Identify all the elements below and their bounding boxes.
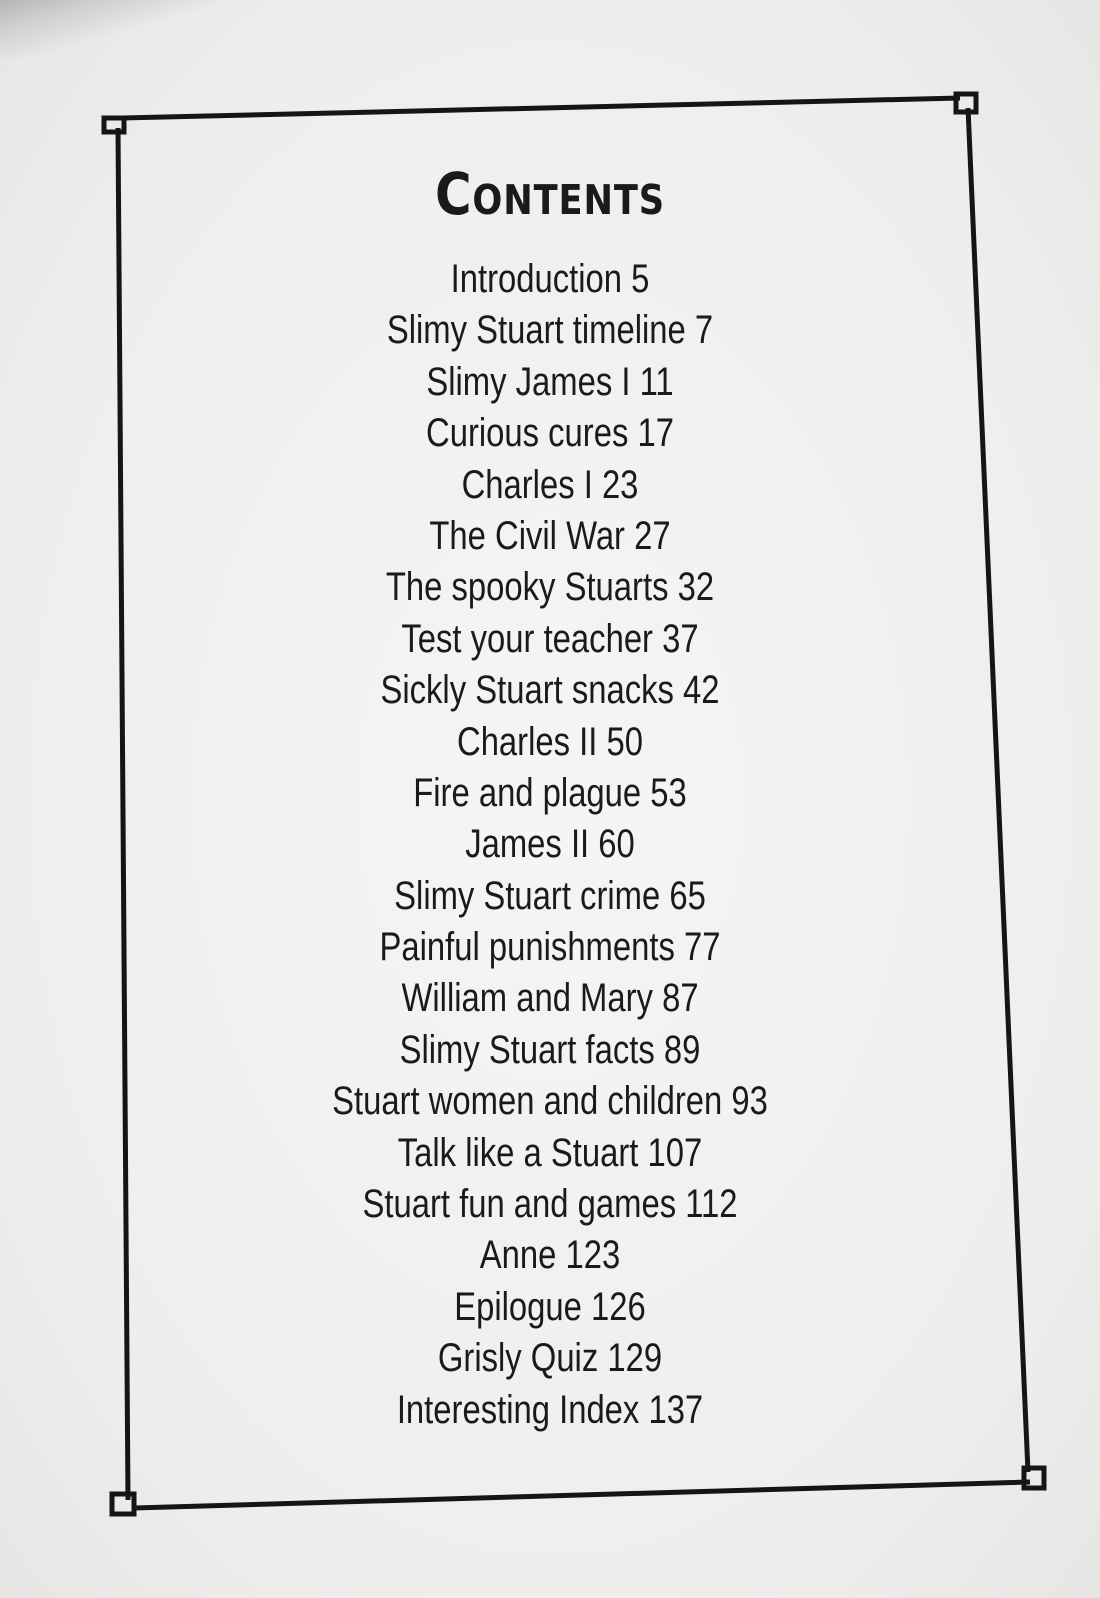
entry-page-number: 137: [648, 1387, 704, 1432]
contents-entry: [222, 562, 878, 613]
entry-page-number: 87: [662, 976, 699, 1021]
entry-page-number: 126: [591, 1284, 646, 1329]
contents-entry: [222, 922, 878, 973]
contents-entry: [222, 511, 878, 562]
entry-page-number: 11: [639, 359, 674, 404]
entry-title: The spooky Stuarts: [385, 565, 669, 610]
entry-title: Stuart women and children: [332, 1079, 723, 1124]
entry-title: Talk like a Stuart: [397, 1130, 639, 1175]
entry-page-number: 53: [650, 770, 687, 815]
entry-page-number: 23: [601, 462, 639, 507]
contents-entry: [222, 1385, 878, 1436]
contents-entry: [222, 460, 878, 511]
entry-title: Slimy Stuart timeline: [386, 308, 686, 353]
entry-page-number: 32: [677, 565, 715, 610]
contents-entry: [222, 305, 878, 356]
entry-page-number: 77: [684, 925, 721, 970]
entry-title: Introduction: [450, 257, 623, 301]
entry-title: Epilogue: [454, 1284, 582, 1329]
entry-title: Charles I: [461, 462, 593, 507]
entry-title: Painful punishments: [379, 925, 675, 970]
contents-entry: [222, 1282, 878, 1333]
entry-title: Test your teacher: [401, 616, 653, 661]
contents-entry: [222, 819, 878, 870]
entry-title: Grisly Quiz: [437, 1336, 599, 1381]
page-title: Contents: [434, 160, 666, 228]
entry-page-number: 89: [663, 1027, 701, 1072]
entry-page-number: 93: [731, 1079, 768, 1124]
entry-title: Anne: [479, 1233, 557, 1278]
contents-entry: [222, 1025, 878, 1076]
entry-page-number: 7: [694, 308, 714, 353]
contents-entry: [222, 357, 878, 408]
contents-entry: [222, 1076, 878, 1127]
contents-entry: [222, 1179, 878, 1230]
contents-entry: [222, 973, 878, 1024]
entry-page-number: 50: [606, 719, 643, 764]
contents-entry: [222, 665, 878, 716]
entry-title: Curious cures: [426, 411, 629, 456]
entry-page-number: 17: [637, 411, 674, 456]
entry-title: Slimy Stuart crime: [394, 873, 661, 918]
entry-title: Interesting Index: [396, 1387, 640, 1432]
contents-entry: [222, 1333, 878, 1384]
entry-page-number: 27: [634, 513, 671, 558]
contents-entry: [222, 1128, 878, 1179]
contents-entry: [222, 254, 878, 305]
entry-title: Slimy Stuart facts: [399, 1027, 655, 1072]
entry-page-number: 37: [662, 616, 699, 661]
table-of-contents: [150, 140, 950, 1436]
entry-page-number: 129: [607, 1336, 663, 1381]
contents-entry: [222, 1230, 878, 1281]
entry-title: Charles II: [457, 719, 598, 764]
contents-entry: [222, 614, 878, 665]
entry-title: Slimy James I: [426, 359, 631, 404]
contents-list: [150, 254, 950, 1436]
entry-page-number: 107: [647, 1130, 703, 1175]
entry-title: James II: [465, 822, 590, 867]
entry-page-number: 112: [685, 1182, 738, 1227]
entry-title: Sickly Stuart snacks: [380, 668, 674, 713]
contents-entry: [222, 408, 878, 459]
contents-entry: [222, 768, 878, 819]
entry-page-number: 5: [631, 257, 650, 301]
contents-entry: [222, 717, 878, 768]
entry-title: Fire and plague: [413, 770, 642, 815]
entry-title: William and Mary: [401, 976, 653, 1021]
entry-page-number: 123: [565, 1233, 621, 1278]
entry-page-number: 65: [669, 873, 706, 918]
entry-title: Stuart fun and games: [362, 1182, 677, 1227]
entry-page-number: 60: [598, 822, 635, 867]
entry-page-number: 42: [683, 668, 720, 713]
contents-entry: [222, 871, 878, 922]
entry-title: The Civil War: [429, 513, 625, 558]
